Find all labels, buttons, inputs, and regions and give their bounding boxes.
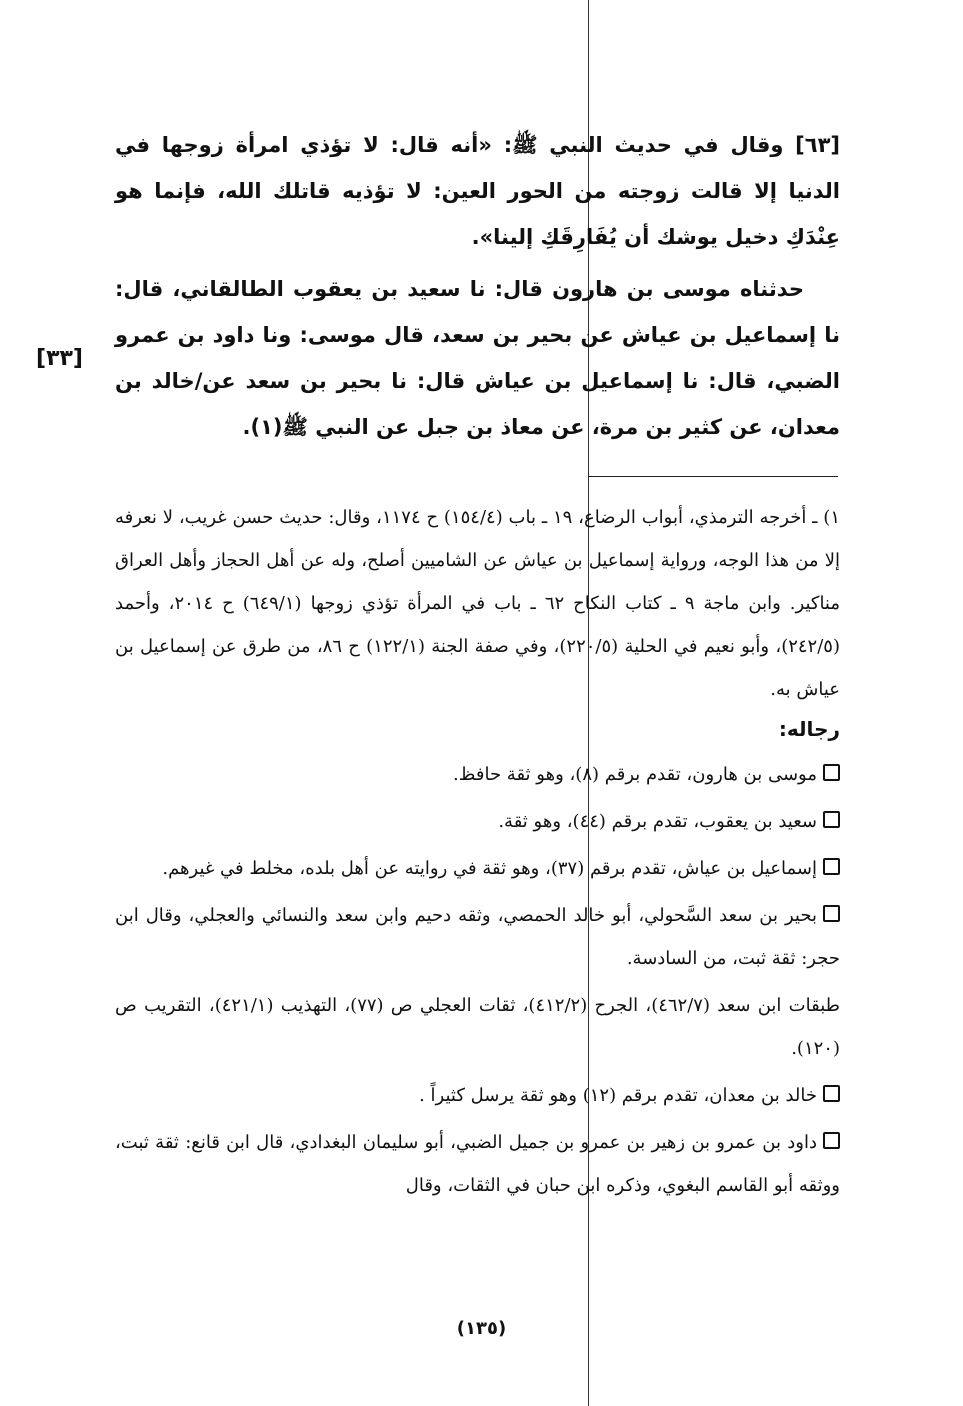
checkbox-bullet-icon	[823, 858, 840, 875]
isnad-paragraph: حدثناه موسى بن هارون قال: نا سعيد بن يعقوب الطالقاني، قال: نا إسماعيل بن عياش عن بحير بن سعد، قال موسى: ونا داود بن عمرو الضبي، قال: نا إسماعيل بن عياش قال: نا بحير بن سعد عن/خالد بن معدان، عن كثير بن مرة، عن معاذ بن جبل عن النبي ﷺ(١).	[115, 277, 840, 439]
hadith-paragraph: [٦٣] وقال في حديث النبي ﷺ: «أنه قال: لا تؤذي امرأة زوجها في الدنيا إلا قالت زوجته من الحور العين: لا تؤذيه قاتلك الله، فإنما هو عِنْدَكِ دخيل يوشك أن يُفَارِقَكِ إلينا».	[115, 133, 840, 249]
references-line: طبقات ابن سعد (٤٦٢/٧)، الجرح (٤١٢/٢)، ثقات العجلي ص (٧٧)، التهذيب (٤٢١/١)، التقريب ص (١٢٠).	[115, 995, 840, 1059]
narrator-entry: سعيد بن يعقوب، تقدم برقم (٤٤)، وهو ثقة.	[115, 800, 840, 843]
checkbox-bullet-icon	[823, 1132, 840, 1149]
page-number: (١٣٥)	[456, 1318, 507, 1339]
footnote-1: ١) ـ أخرجه الترمذي، أبواب الرضاع، ١٩ ـ باب (١٥٤/٤) ح ١١٧٤، وقال: حديث حسن غريب، لا نعرفه إلا من هذا الوجه، ورواية إسماعيل بن عياش عن الشاميين أصلح، وله عن أهل الحجاز وأهل العراق مناكير. وابن ماجة ٩ ـ كتاب النكاح ٦٢ ـ باب في المرأة تؤذي زوجها (٦٤٩/١) ح ٢٠١٤، وأحمد (٢٤٢/٥)، وأبو نعيم في الحلية (٢٢٠/٥)، وفي صفة الجنة (١٢٢/١) ح ٨٦، من طرق عن إسماعيل بن عياش به.	[115, 507, 841, 700]
rijal-heading: رجاله:	[778, 717, 840, 741]
narrator-entry: بحير بن سعد السَّحولي، أبو خالد الحمصي، وثقه دحيم وابن سعد والنسائي والعجلي، وقال ابن حجر: ثقة ثبت، من السادسة.	[115, 905, 840, 969]
footnote-separator	[588, 476, 838, 477]
margin-page-marker: [٣٣]	[36, 346, 83, 371]
narrator-entry: خالد بن معدان، تقدم برقم (١٢) وهو ثقة يرسل كثيراً .	[115, 1074, 840, 1117]
checkbox-bullet-icon	[823, 905, 840, 922]
checkbox-bullet-icon	[823, 811, 840, 828]
narrator-entry: إسماعيل بن عياش، تقدم برقم (٣٧)، وهو ثقة في روايته عن أهل بلده، مخلط في غيرهم.	[115, 847, 840, 890]
narrator-entry: داود بن عمرو بن زهير بن عمرو بن جميل الضبي، أبو سليمان البغدادي، قال ابن قانع: ثقة ثبت، ووثقه أبو القاسم البغوي، وذكره ابن حبان في الثقات، وقال	[115, 1132, 840, 1196]
footnotes-section	[115, 496, 840, 1211]
checkbox-bullet-icon	[823, 764, 840, 781]
checkbox-bullet-icon	[823, 1085, 840, 1102]
hadith-text	[115, 122, 840, 456]
narrator-entry: موسى بن هارون، تقدم برقم (٨)، وهو ثقة حافظ.	[115, 753, 840, 796]
